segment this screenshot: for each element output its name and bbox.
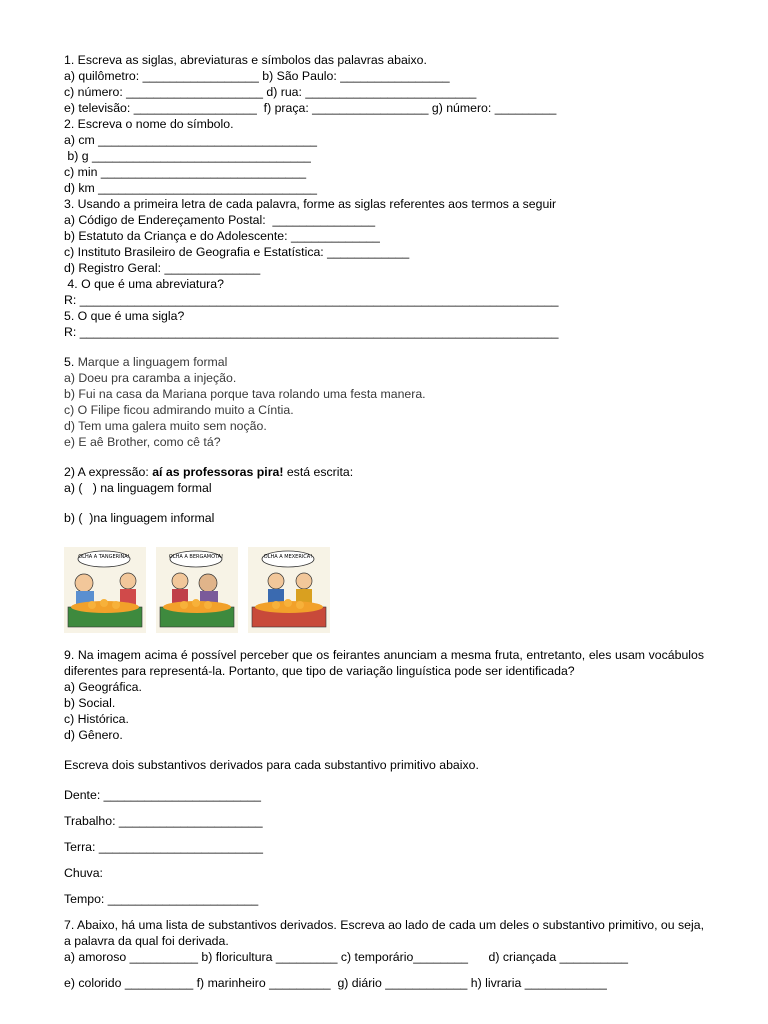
question-4 [64,276,704,308]
vendor-1-illustration [64,547,146,633]
question-9 [64,647,704,743]
substantive-item: Dente: _______________________ [64,788,261,802]
question-1-line: c) número: ____________________ d) rua: _________________________ [64,85,477,99]
option: c) Histórica. [64,712,129,726]
question-expression-title [64,464,704,480]
option: b) Social. [64,696,116,710]
option: a) Doeu pra caramba a injeção. [64,371,237,385]
question-formal-language [64,354,704,450]
worksheet [64,52,704,991]
question-7-text: 7. Abaixo, há uma lista de substantivos derivados. Escreva ao lado de cada um deles o substantivo primitivo, ou seja, a palavra da qual foi derivada. [64,918,704,948]
question-substantives [64,757,704,907]
question-substantives-title: Escreva dois substantivos derivados para cada substantivo primitivo abaixo. [64,758,479,772]
option: d) Gênero. [64,728,123,742]
option: c) O Filipe ficou admirando muito a Cíntia. [64,403,294,417]
question-3 [64,196,704,276]
substantive-item: Trabalho: _____________________ [64,814,263,828]
substantive-item: Chuva: [64,866,103,880]
question-7-line: e) colorido __________ f) marinheiro _________ g) diário ____________ h) livraria ____________ [64,976,607,990]
bubble-text: OLHA A TANGERINA! [78,554,130,560]
question-2 [64,116,704,196]
question-9-text: 9. Na imagem acima é possível perceber que os feirantes anunciam a mesma fruta, entretanto, eles usam vocábulos diferentes para representá-la. Portanto, que tipo de variação linguística pode ser identificada? [64,648,704,678]
question-2-title: 2. Escreva o nome do símbolo. [64,117,234,131]
question-4-answer: R: ______________________________________________________________________ [64,293,559,307]
question-text: Marque a linguagem formal [77,355,228,369]
question-4-title: 4. O que é uma abreviatura? [64,277,224,291]
bubble-text: OLHA A BERGAMOTA! [168,554,224,560]
option: b) Fui na casa da Mariana porque tava rolando uma festa manera. [64,387,426,401]
vendor-2-illustration [156,547,238,633]
question-3-title: 3. Usando a primeira letra de cada palavra, forme as siglas referentes aos termos a seguir [64,197,557,211]
question-3-line: d) Registro Geral: ______________ [64,261,261,275]
question-1-line: e) televisão: __________________ f) praça: _________________ g) número: _________ [64,101,557,115]
question-2-line: c) min ______________________________ [64,165,307,179]
vendors-illustration [64,545,704,633]
expression-prefix: 2) A expressão: [64,465,153,479]
question-2-line: b) g ________________________________ [64,149,311,163]
question-3-line: c) Instituto Brasileiro de Geografia e Estatística: ____________ [64,245,410,259]
question-3-line: b) Estatuto da Criança e do Adolescente: _____________ [64,229,380,243]
question-2-line: d) km ________________________________ [64,181,318,195]
option: a) Geográfica. [64,680,142,694]
question-3-line: a) Código de Endereçamento Postal: _______________ [64,213,376,227]
question-5-answer: R: ______________________________________________________________________ [64,325,559,339]
expression-bold: aí as professoras pira! [152,465,284,479]
substantive-item: Tempo: ______________________ [64,892,259,906]
question-1 [64,52,704,116]
vendor-3-illustration [248,547,330,633]
question-formal-title [64,354,704,370]
question-number: 5. [64,355,78,369]
substantive-item: Terra: ________________________ [64,840,263,854]
question-7 [64,917,704,991]
question-1-title: 1. Escreva as siglas, abreviaturas e símbolos das palavras abaixo. [64,53,427,67]
option: b) ( )na linguagem informal [64,511,215,525]
option: a) ( ) na linguagem formal [64,481,212,495]
question-expression [64,464,704,526]
option: d) Tem uma galera muito sem noção. [64,419,267,433]
expression-suffix: está escrita: [283,465,354,479]
bubble-text: OLHA A MEXERICA! [263,554,313,560]
question-2-line: a) cm ________________________________ [64,133,318,147]
option: e) E aê Brother, como cê tá? [64,435,221,449]
question-1-line: a) quilômetro: _________________ b) São Paulo: ________________ [64,69,450,83]
question-5 [64,308,704,340]
question-5-title: 5. O que é uma sigla? [64,309,185,323]
question-7-line: a) amoroso __________ b) floricultura _________ c) temporário________ d) criançada __________ [64,950,628,964]
